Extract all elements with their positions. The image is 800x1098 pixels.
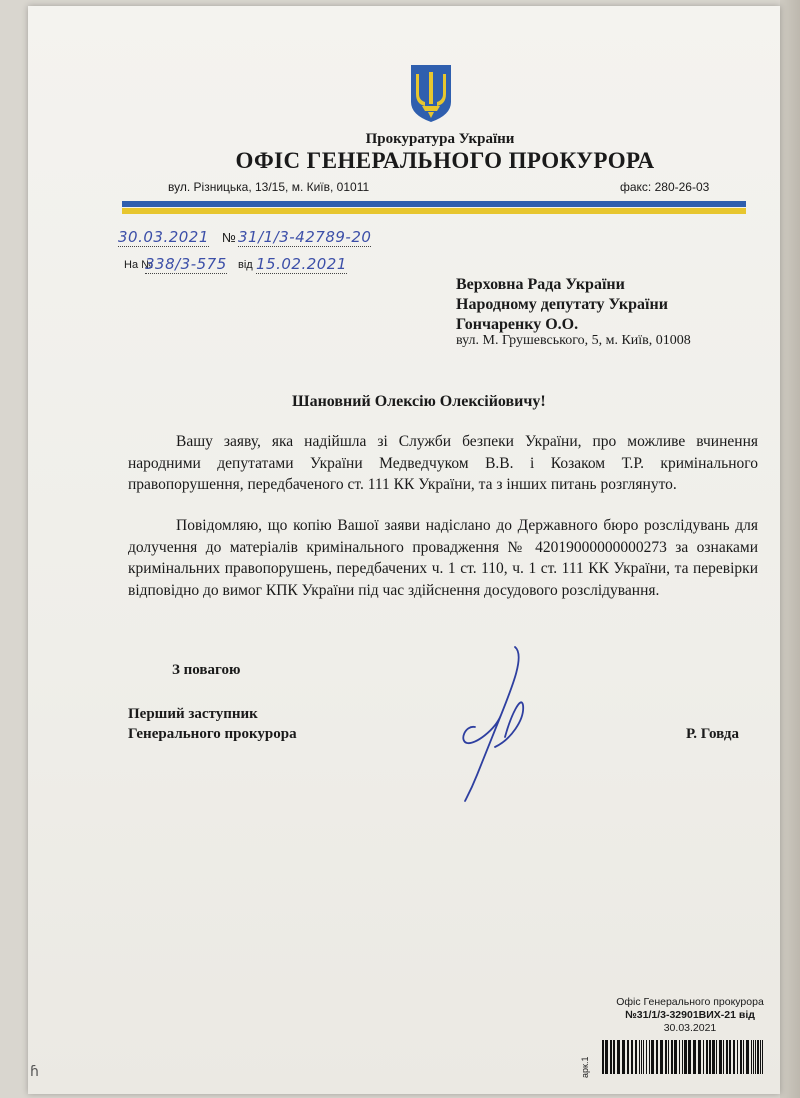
stamp-date: 30.03.2021 (663, 1022, 717, 1034)
office-title: ОФІС ГЕНЕРАЛЬНОГО ПРОКУРОРА (235, 148, 655, 173)
body-paragraph-2 (128, 515, 758, 601)
agency-name: Прокуратура України (365, 131, 515, 147)
registration-stamp (600, 996, 780, 1035)
barcode (600, 1040, 768, 1074)
body-paragraph-2-text: Повідомляю, що копію Вашої заяви надіслано до Державного бюро розслідувань для долучення до матеріалів кримінального провадження № 42019000000000273 за ознаками кримінальних правопорушень, передбачених ч. 1 ст. 110, ч. 1 ст. 111 КК України, та перевірки відповідно до вимог КПК України під час здійснення досудового розслідування. (128, 517, 758, 599)
corner-mark-icon: ɦ (30, 1064, 39, 1080)
closing-regards: З повагою (172, 662, 241, 678)
reply-from-label: від (238, 259, 253, 271)
registration-number-label: № (222, 230, 236, 245)
recipient-organization: Верховна Рада України (456, 276, 625, 293)
signer-position-line-1: Перший заступник (128, 706, 258, 722)
body-paragraph-1 (128, 431, 758, 496)
office-fax: факс: 280-26-03 (620, 180, 710, 194)
registration-date: 30.03.2021 (118, 228, 209, 246)
signer-position-line-2: Генерального прокурора (128, 726, 297, 742)
stamp-sheet-mark: арк.1 (580, 1056, 590, 1078)
signer-name: Р. Говда (686, 726, 739, 742)
reply-to-date: 15.02.2021 (256, 255, 347, 273)
stamp-outgoing-number: №31/1/3-32901ВИХ-21 від (625, 1009, 755, 1021)
recipient-name: Гончаренку О.О. (456, 316, 579, 333)
trident-coat-of-arms-icon (408, 62, 454, 124)
office-address: вул. Різницька, 13/15, м. Київ, 01011 (168, 180, 370, 194)
handwritten-signature (455, 645, 535, 805)
body-paragraph-1-text: Вашу заяву, яка надійшла зі Служби безпеки України, про можливе вчинення народними депутатами України Медведчуком В.В. і Козаком Т.Р. кримінального правопорушення, передбаченого ст. 111 КК України, та з інших питань розглянуто. (128, 433, 758, 493)
reply-to-number: 338/3-575 (145, 255, 227, 273)
flag-stripe-blue (122, 201, 746, 207)
recipient-address: вул. М. Грушевського, 5, м. Київ, 01008 (456, 333, 691, 348)
registration-number: 31/1/3-42789-20 (238, 228, 372, 246)
recipient-position: Народному депутату України (456, 296, 668, 313)
stamp-office: Офіс Генерального прокурора (616, 996, 764, 1008)
background-edge (780, 0, 800, 1098)
flag-stripe-yellow (122, 208, 746, 214)
greeting: Шановний Олексію Олексійовичу! (292, 393, 546, 410)
reply-to-label: На № (124, 259, 153, 271)
